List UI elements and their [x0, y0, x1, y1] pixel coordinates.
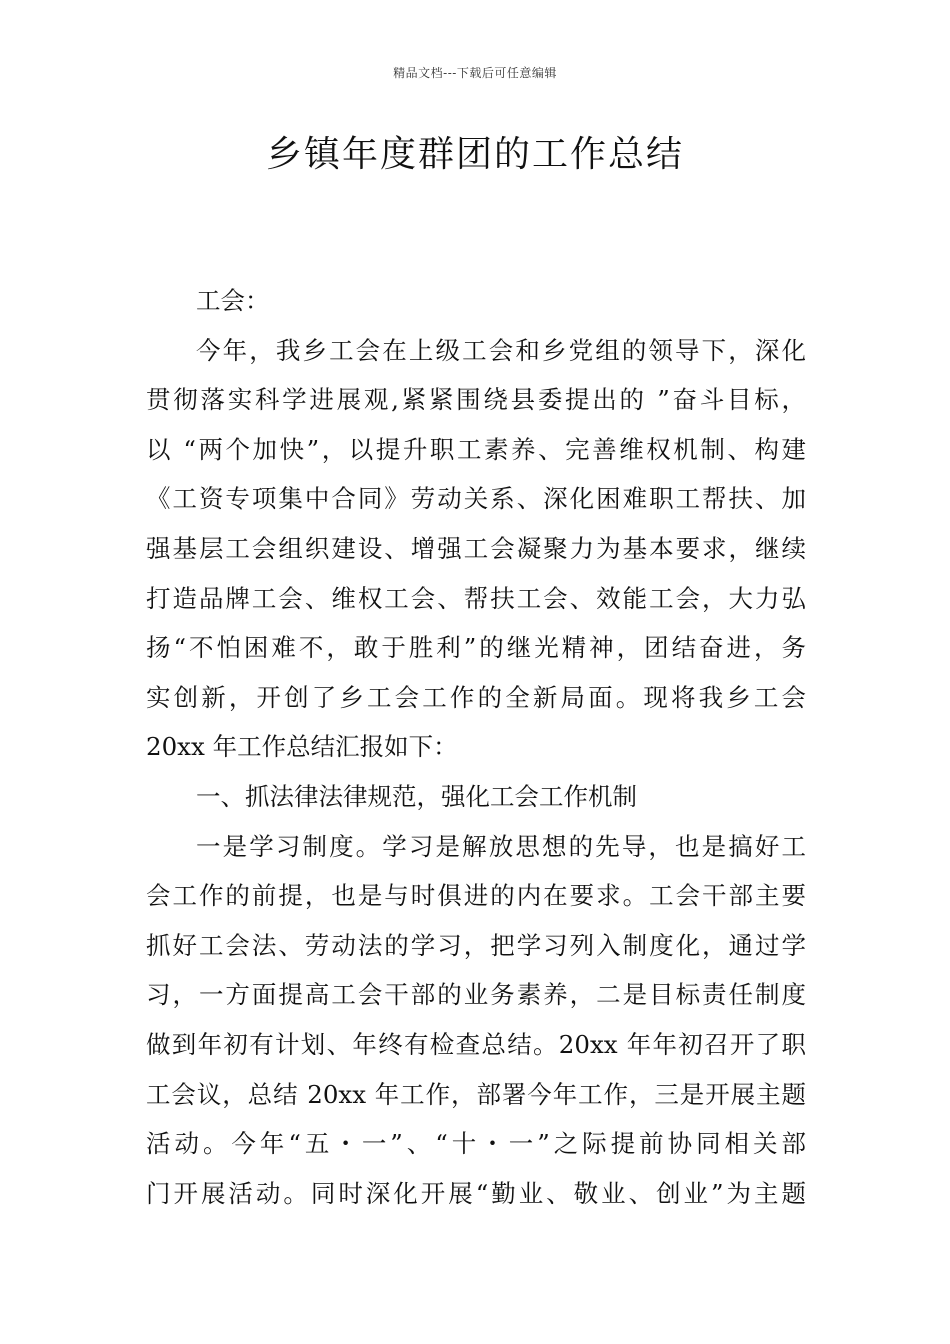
body-line: 工会：: [196, 286, 270, 315]
body-line: 强基层工会组织建设、增强工会凝聚力为基本要求，继续: [146, 533, 806, 563]
body-line: 今年，我乡工会在上级工会和乡党组的领导下，深化: [196, 335, 806, 365]
body-line: 活动。今年“五・一”、“十・一”之际提前协同相关部: [146, 1129, 806, 1159]
body-line: 扬“不怕困难不，敢于胜利”的继光精神，团结奋进，务: [146, 633, 806, 663]
body-line: 贯彻落实科学进展观,紧紧围绕县委提出的 ”奋斗目标，: [146, 385, 806, 415]
section-heading: 一、抓法律法律规范，强化工会工作机制: [196, 781, 637, 811]
body-line: 一是学习制度。学习是解放思想的先导，也是搞好工: [196, 831, 806, 861]
body-line: 工会议，总结 20xx 年工作，部署今年工作，三是开展主题: [146, 1079, 806, 1109]
document-body: [146, 276, 806, 1218]
body-line: 门开展活动。同时深化开展“勤业、敬业、创业”为主题: [146, 1178, 806, 1208]
body-line: 会工作的前提，也是与时俱进的内在要求。工会干部主要: [146, 881, 806, 911]
body-line: 20xx 年工作总结汇报如下：: [146, 732, 458, 762]
body-line: 实创新，开创了乡工会工作的全新局面。现将我乡工会: [146, 682, 806, 712]
header-note: 精品文档---下载后可任意编辑: [393, 66, 557, 80]
body-line: 习，一方面提高工会干部的业务素养，二是目标责任制度: [146, 980, 806, 1010]
document-title: 乡镇年度群团的工作总结: [265, 134, 684, 175]
body-line: 以 “两个加快”，以提升职工素养、完善维权机制、构建: [146, 434, 806, 464]
body-line: 打造品牌工会、维权工会、帮扶工会、效能工会，大力弘: [146, 583, 806, 613]
body-line: 《工资专项集中合同》劳动关系、深化困难职工帮扶、加: [146, 484, 806, 514]
body-line: 做到年初有计划、年终有检查总结。20xx 年年初召开了职: [146, 1029, 806, 1059]
body-line: 抓好工会法、劳动法的学习，把学习列入制度化，通过学: [146, 930, 806, 960]
